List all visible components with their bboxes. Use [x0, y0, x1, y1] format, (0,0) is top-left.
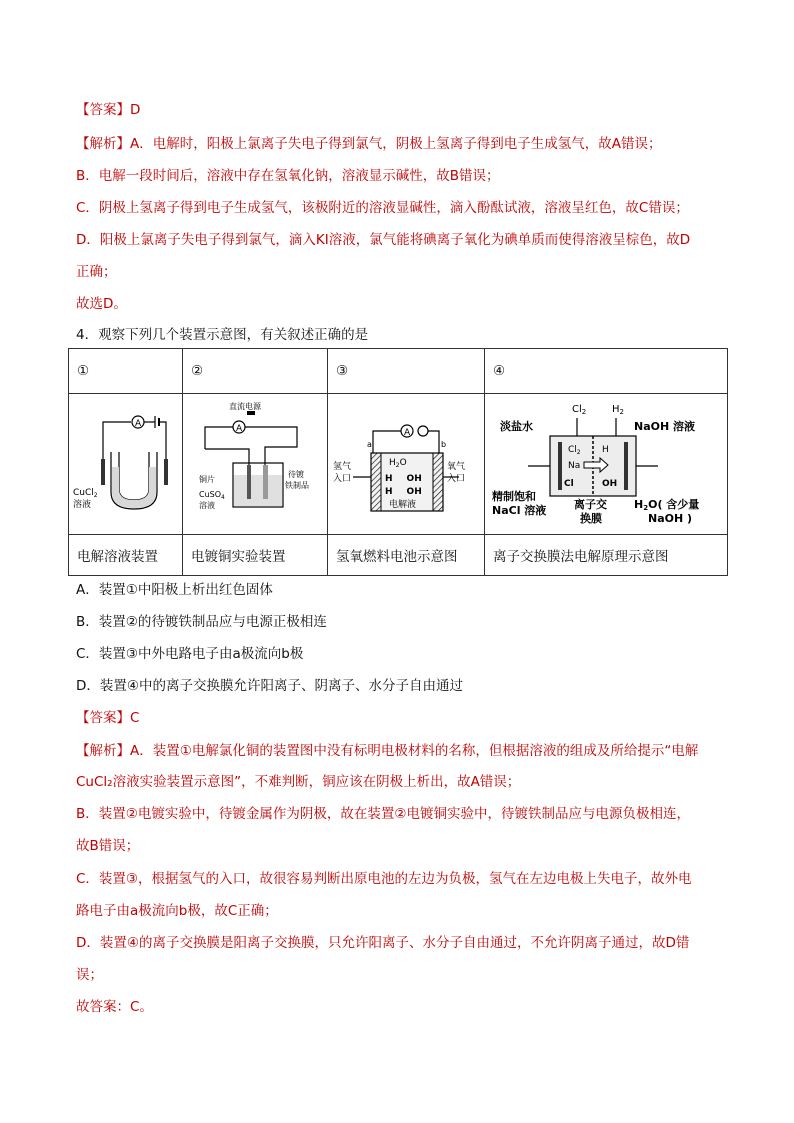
svg-text:溶液: 溶液	[72, 500, 91, 510]
svg-text:HOH: H OH	[385, 474, 422, 484]
q4-answer	[76, 708, 139, 728]
svg-text:H2: $H_2$	[612, 404, 624, 416]
svg-text:A: A	[236, 424, 243, 434]
svg-text:电解液: 电解液	[389, 500, 417, 510]
svg-text:A: A	[404, 428, 411, 438]
q3-answer	[76, 100, 140, 120]
svg-text:H: H	[602, 445, 609, 455]
svg-text:入口: 入口	[333, 474, 352, 484]
option-b: B．装置②的待镀铁制品应与电源正极相连	[76, 614, 327, 630]
electrode-right	[164, 459, 168, 485]
svg-text:NaCl 溶液: NaCl 溶液	[492, 504, 547, 517]
analysis-tag: 【解析】	[76, 136, 130, 152]
svg-text:A: A	[134, 419, 141, 429]
device-header-2: ②	[183, 349, 328, 394]
option-c: C．装置③中外电路电子由a极流向b极	[76, 646, 304, 662]
q4-analysis-line-9: 故答案：C。	[76, 999, 153, 1015]
electroplating-diagram	[185, 397, 325, 527]
svg-text:Cl2: $Cl_2$	[572, 404, 587, 416]
copper-plate	[247, 465, 251, 499]
svg-text:Cl2: $Cl_2$	[568, 445, 581, 456]
q3-analysis-line-6: 故选D。	[76, 296, 127, 312]
analysis-text: A．装置①电解氯化铜的装置图中没有标明电极材料的名称，但根据溶液的组成及所给提示“电解	[130, 743, 699, 759]
svg-text:H2O: $H_2O$	[389, 458, 407, 469]
svg-text:Cl: Cl	[564, 479, 574, 489]
q3-analysis-line-3: C．阴极上氢离子得到电子生成氢气，该极附近的溶液显碱性，滴入酚酞试液，溶液呈红色，故C错误；	[76, 200, 689, 216]
q4-analysis-line-3: B．装置②电镀实验中，待镀金属作为阴极，故在装置②电镀铜实验中，待镀铁制品应与电源负极相连，	[76, 806, 690, 822]
q3-analysis-line-1	[76, 134, 661, 154]
device-caption-2: 电镀铜实验装置	[183, 535, 328, 576]
device-caption-4: 离子交换膜法电解原理示意图	[485, 535, 728, 576]
svg-text:入口: 入口	[447, 474, 466, 484]
answer-value: D	[130, 102, 141, 118]
answer-tag: 【答案】	[76, 102, 130, 118]
q4-analysis-line-7: D．装置④的离子交换膜是阳离子交换膜，只允许阳离子、水分子自由通过，不允许阴离子通过，故D错	[76, 935, 690, 951]
svg-text:NaOH ): NaOH )	[648, 512, 693, 525]
q4-analysis-line-5: C．装置③，根据氢气的入口，故很容易判断出原电池的左边为负极，氢气在左边电极上失电子，故外电	[76, 871, 692, 887]
ion-exchange-diagram	[488, 396, 724, 528]
q4-analysis-line-1	[76, 741, 698, 761]
electrode-left	[101, 459, 105, 485]
svg-text:直流电源: 直流电源	[229, 402, 261, 411]
analysis-text: A．电解时，阳极上氯离子失电子得到氯气，阴极上氢离子得到电子生成氢气，故A错误；	[130, 136, 662, 152]
figure-electroplating	[183, 394, 328, 535]
svg-text:b: b	[441, 440, 447, 449]
figure-electrolysis-cell	[69, 394, 183, 535]
figure-ion-exchange	[485, 394, 728, 535]
q3-analysis-line-2: B．电解一段时间后，溶液中存在氢氧化钠，溶液显示碱性，故B错误；	[76, 168, 500, 184]
svg-text:精制饱和: 精制饱和	[492, 490, 536, 503]
device-header-3: ③	[328, 349, 485, 394]
svg-text:CuSO4: CuSO$_4$	[199, 490, 225, 501]
q4-analysis-line-6: 路电子由a极流向b极，故C正确；	[76, 903, 278, 919]
option-a: A．装置①中阳极上析出红色固体	[76, 582, 273, 598]
svg-text:待镀: 待镀	[288, 470, 304, 479]
q3-analysis-line-4: D．阳极上氯离子失电子得到氯气，滴入KI溶液，氯气能将碘离子氧化为碘单质而使得溶液呈棕色，故D	[76, 232, 691, 248]
svg-text:H2O( 含少量: H2O( 含少量	[634, 498, 700, 512]
analysis-tag: 【解析】	[76, 743, 130, 759]
svg-text:Na: Na	[568, 461, 581, 471]
svg-text:铁制品: 铁制品	[285, 481, 309, 490]
answer-value: C	[130, 710, 140, 726]
svg-text:NaOH 溶液: NaOH 溶液	[634, 420, 696, 433]
svg-text:CuCl2: CuCl$_2$	[72, 488, 98, 499]
q4-analysis-line-2: CuCl₂溶液实验装置示意图”，不难判断，铜应该在阴极上析出，故A错误；	[76, 774, 521, 790]
svg-text:离子交: 离子交	[574, 498, 607, 511]
svg-text:淡盐水: 淡盐水	[500, 420, 533, 433]
q4-analysis-line-4: 故B错误；	[76, 838, 140, 854]
svg-text:溶液: 溶液	[199, 501, 215, 510]
svg-text:OH: OH	[602, 479, 618, 489]
q3-analysis-line-5: 正确；	[76, 264, 117, 280]
svg-text:氧气: 氧气	[447, 462, 466, 472]
device-caption-3: 氢氧燃料电池示意图	[328, 535, 485, 576]
svg-text:换膜: 换膜	[580, 512, 602, 525]
answer-tag: 【答案】	[76, 710, 130, 726]
svg-text:HOH: H OH	[385, 487, 422, 497]
svg-text:铜片: 铜片	[199, 475, 215, 484]
electrolysis-diagram	[71, 397, 181, 527]
q4-stem: 4．观察下列几个装置示意图，有关叙述正确的是	[76, 327, 369, 343]
devices-table	[68, 348, 728, 576]
svg-text:a: a	[367, 440, 372, 449]
q4-analysis-line-8: 误；	[76, 967, 103, 983]
iron-item	[263, 465, 268, 499]
device-header-4: ④	[485, 349, 728, 394]
fuel-cell-diagram	[331, 397, 481, 527]
device-caption-1: 电解溶液装置	[69, 535, 183, 576]
svg-text:氢气: 氢气	[333, 462, 352, 472]
figure-fuel-cell	[328, 394, 485, 535]
device-header-1: ①	[69, 349, 183, 394]
option-d: D．装置④中的离子交换膜允许阳离子、阴离子、水分子自由通过	[76, 678, 463, 694]
